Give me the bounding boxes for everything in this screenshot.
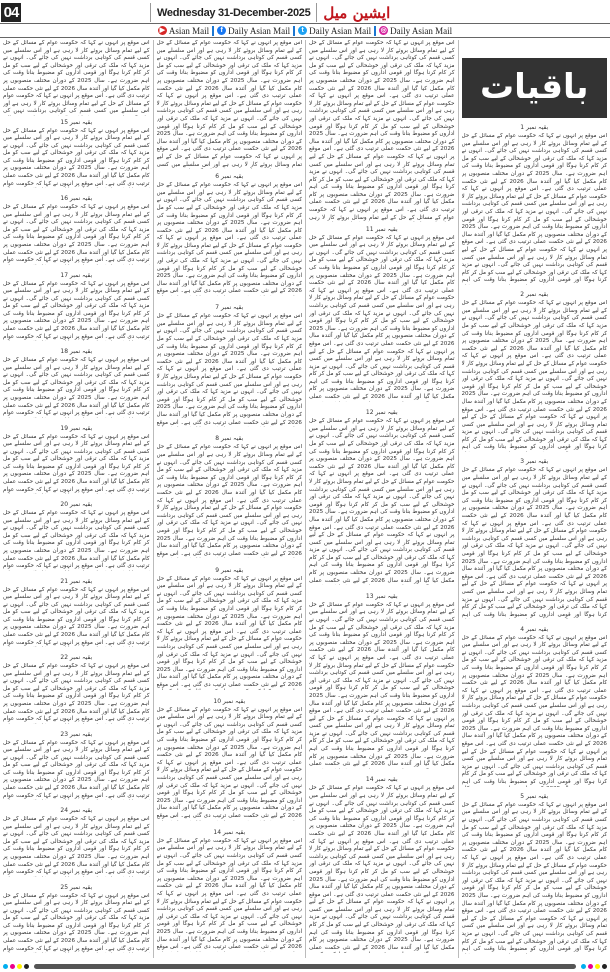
- article-continuation: [462, 791, 608, 958]
- continuation-heading: بقیہ نمبر 4: [520, 625, 549, 633]
- twitter-icon: t: [298, 26, 307, 35]
- section-title: باقیات: [462, 58, 608, 118]
- article-continuation: [309, 224, 455, 408]
- article-body: اس موقع پر انہوں نے کہا کہ حکومت عوام کے مسائل کے حل کے لیے تمام وسائل بروئے کار لا رہی ہے اور اس سلسلے میں کسی قسم کی کوتاہی برداشت نہیں کی جائے گی۔ انہوں نے مزید کہا کہ ملک کی ترقی اور خوشحالی کے لیے سب کو مل کر کام کرنا ہوگا اور قومی اداروں کو مضبوط بنانا وقت کی اہم ضرورت ہے۔ سال 2025 کے دوران مختلف منصوبوں پر کام مکمل کیا گیا اور آئندہ سال 2026 کے لیے نئی حکمت عملی ترتیب دی گئی ہے۔ اس موقع پر انہوں نے کہا کہ حکومت عوام کے مسائل کے حل کے لیے تمام وسائل بروئے کار لا رہی ہے اور اس سلسلے میں کسی قسم کی کوتاہی برداشت نہیں کی جائے گی۔ انہوں نے مزید کہا کہ ملک کی ترقی اور خوشحالی کے لیے سب کو مل کر کام کرنا ہوگا اور قومی اداروں کو مضبوط بنانا وقت کی اہم ضرورت ہے۔ سال 2025 کے دوران مختلف منصوبوں پر کام مکمل کیا گیا اور آئندہ سال 2026 کے لیے نئی حکمت عملی ترتیب دی گئی ہے۔ اس موقع پر انہوں نے کہا کہ حکومت عوام کے مسائل کے حل کے لیے تمام وسائل بروئے کار لا رہی ہے اور اس سلسلے میں کسی قسم کی کوتاہی برداشت نہیں کی جائے گی۔ انہوں نے مزید کہا کہ ملک کی ترقی اور خوشحالی کے لیے سب کو مل کر کام کرنا ہوگا اور قومی اداروں کو مضبوط بنانا وقت کی اہم ضرورت ہے۔ سال 2025 کے دوران مختلف منصوبوں پر کام مکمل کیا گیا اور آئندہ سال 2026 کے لیے نئی حکمت عملی: [309, 785, 455, 951]
- article-continuation: [309, 407, 455, 591]
- news-column: [153, 40, 306, 958]
- article-body: اس موقع پر انہوں نے کہا کہ حکومت عوام کے مسائل کے حل کے لیے تمام وسائل بروئے کار لا رہی ہے اور اس سلسلے میں کسی قسم کی کوتاہی برداشت نہیں کی جائے گی۔ انہوں نے مزید کہا کہ ملک کی ترقی اور خوشحالی کے لیے سب کو مل کر کام کرنا ہوگا اور قومی اداروں کو مضبوط بنانا وقت کی اہم ضرورت ہے۔ سال 2025 کے دوران مختلف منصوبوں پر کام مکمل کیا گیا اور آئندہ سال 2026 کے لیے نئی حکمت عملی ترتیب دی گئی ہے۔ اس موقع پر انہوں نے کہا کہ حکومت عوام: [3, 433, 150, 493]
- continuation-heading: بقیہ نمبر 10: [213, 697, 246, 705]
- article-continuation: [3, 346, 150, 423]
- article-continuation: [3, 270, 150, 347]
- continuation-heading: بقیہ نمبر 14: [213, 828, 246, 836]
- continuation-heading: بقیہ نمبر 15: [60, 118, 93, 126]
- instagram-icon: ◎: [380, 27, 387, 34]
- social-label: Daily Asian Mail: [309, 25, 372, 36]
- article-continuation: [157, 433, 303, 564]
- article-body: اس موقع پر انہوں نے کہا کہ حکومت عوام کے مسائل کے حل کے لیے تمام وسائل بروئے کار لا رہی ہے اور اس سلسلے میں کسی قسم کی کوتاہی برداشت نہیں کی جائے گی۔ انہوں نے مزید کہا کہ ملک کی ترقی اور خوشحالی کے لیے سب کو مل کر کام کرنا ہوگا اور قومی اداروں کو مضبوط بنانا وقت کی اہم ضرورت ہے۔ سال 2025 کے دوران مختلف منصوبوں پر کام مکمل کیا گیا اور آئندہ سال 2026 کے لیے نئی حکمت عملی ترتیب دی گئی ہے۔ اس موقع پر انہوں نے کہا کہ حکومت عوام کے مسائل کے حل کے لیے تمام وسائل بروئے کار لا رہی ہے اور اس سلسلے میں کسی قسم کی کوتاہی برداشت نہیں کی جائے گی۔ انہوں نے مزید کہا کہ ملک کی ترقی اور خوشحالی کے لیے سب کو مل کر کام کرنا ہوگا اور قومی اداروں کو مضبوط بنانا وقت کی اہم ضرورت ہے۔ سال 2025 کے دوران مختلف منصوبوں پر کام مکمل کیا گیا اور آئندہ سال 2026 کے لیے نئی حکمت عملی ترتیب دی گئی ہے۔ اس موقع: [156, 313, 302, 426]
- continuation-heading: بقیہ نمبر 17: [60, 271, 93, 279]
- continuation-heading: بقیہ نمبر 21: [60, 577, 93, 585]
- article-body: اس موقع پر انہوں نے کہا کہ حکومت عوام کے مسائل کے حل کے لیے تمام وسائل بروئے کار لا رہی ہے اور اس سلسلے میں کسی قسم کی کوتاہی برداشت نہیں کی جائے گی۔ انہوں نے مزید کہا کہ ملک کی ترقی اور خوشحالی کے لیے سب کو مل کر کام کرنا ہوگا اور قومی اداروں کو مضبوط بنانا وقت کی اہم ضرورت ہے۔ سال 2025 کے دوران مختلف منصوبوں پر کام مکمل کیا گیا اور آئندہ سال 2026 کے لیے نئی حکمت عملی ترتیب دی گئی ہے۔ اس موقع پر انہوں نے کہا کہ حکومت عوام کے مسائل کے حل کے لیے تمام وسائل بروئے کار لا رہی ہے اور اس سلسلے میں کسی قسم کی کوتاہی برداشت نہیں کی جائے گی۔ انہوں نے مزید کہا کہ ملک کی ترقی اور خوشحالی کے لیے سب کو مل کر کام کرنا ہوگا اور قومی اداروں کو مضبوط بنانا وقت کی اہم ضرورت ہے۔ سال 2025 کے دوران مختلف منصوبوں پر کام مکمل کیا گیا اور آئندہ سال 2026 کے لیے نئی حکمت عملی ترتیب دی گئی ہے۔ اس موقع پر انہوں نے کہا کہ حکومت عوام کے مسائل کے حل کے لیے تمام وسائل بروئے کار لا رہی ہے اور اس سلسلے میں کسی قسم کی کوتاہی برداشت نہیں کی جائے گی۔ انہوں نے مزید کہا کہ ملک کی ترقی اور خوشحالی کے لیے سب کو مل کر کام کرنا ہوگا اور قومی اداروں کو مضبوط بنانا وقت کی اہم ضرورت ہے۔ سال 2025 کے دوران مختلف منصوبوں پر کام مکمل کیا گیا اور آئندہ سال 2026 کے لیے نئی حکمت عملی: [309, 418, 455, 584]
- article-body: اس موقع پر انہوں نے کہا کہ حکومت عوام کے مسائل کے حل کے لیے تمام وسائل بروئے کار لا رہی ہے اور اس سلسلے میں کسی قسم کی کوتاہی برداشت نہیں کی جائے گی۔ انہوں نے مزید کہا کہ ملک کی ترقی اور خوشحالی کے لیے سب کو مل کر کام کرنا ہوگا اور قومی اداروں کو مضبوط بنانا وقت کی اہم ضرورت ہے۔ سال 2025 کے دوران مختلف منصوبوں پر کام مکمل کیا گیا اور آئندہ سال 2026 کے لیے نئی حکمت عملی ترتیب دی گئی ہے۔ اس موقع پر انہوں نے کہا کہ حکومت عوام: [3, 586, 150, 646]
- divider: [374, 26, 376, 36]
- article-continuation: [157, 827, 303, 958]
- color-dot: [581, 964, 586, 969]
- youtube-icon: ▶: [159, 27, 166, 34]
- social-link[interactable]: [217, 26, 290, 36]
- social-links-bar: [0, 24, 610, 38]
- article-continuation: [157, 565, 303, 696]
- article-continuation: [3, 499, 150, 576]
- article-continuation: [309, 40, 455, 224]
- continuation-heading: بقیہ نمبر 25: [60, 883, 93, 891]
- article-continuation: [462, 289, 608, 456]
- article-body: اس موقع پر انہوں نے کہا کہ حکومت عوام کے مسائل کے حل کے لیے تمام وسائل بروئے کار لا رہی ہے اور اس سلسلے میں کسی قسم کی کوتاہی برداشت نہیں کی جائے گی۔ انہوں نے مزید کہا کہ ملک کی ترقی اور خوشحالی کے لیے سب کو مل کر کام کرنا ہوگا اور قومی اداروں کو مضبوط بنانا وقت کی اہم ضرورت ہے۔ سال 2025 کے دوران مختلف منصوبوں پر کام مکمل کیا گیا اور آئندہ سال 2026 کے لیے نئی حکمت عملی ترتیب دی گئی ہے۔ اس موقع پر انہوں نے کہا کہ حکومت عوام کے مسائل کے حل کے لیے تمام وسائل بروئے کار لا رہی ہے اور اس سلسلے میں کسی قسم کی کوتاہی برداشت نہیں کی جائے گی۔ انہوں نے مزید کہا کہ ملک کی ترقی اور خوشحالی کے لیے سب کو مل کر کام کرنا ہوگا اور قومی اداروں کو مضبوط بنانا وقت کی اہم ضرورت ہے۔ سال 2025 کے دوران مختلف منصوبوں پر کام مکمل کیا گیا اور آئندہ سال 2026 کے لیے نئی حکمت عملی ترتیب دی گئی ہے۔ اس موقع پر انہوں نے کہا کہ حکومت عوام کے مسائل کے حل کے لیے تمام وسائل بروئے کار لا رہی ہے اور اس سلسلے میں کسی قسم کی کوتاہی برداشت نہیں کی جائے گی۔ انہوں نے مزید کہا کہ ملک کی ترقی اور خوشحالی کے لیے سب کو مل کر کام کرنا ہوگا اور قومی اداروں کو مضبوط بنانا وقت کی اہم: [461, 300, 607, 451]
- article-body: اس موقع پر انہوں نے کہا کہ حکومت عوام کے مسائل کے حل کے لیے تمام وسائل بروئے کار لا رہی ہے اور اس سلسلے میں کسی قسم کی کوتاہی برداشت نہیں کی جائے گی۔ انہوں نے مزید کہا کہ ملک کی ترقی اور خوشحالی کے لیے سب کو مل کر کام کرنا ہوگا اور قومی اداروں کو مضبوط بنانا وقت کی اہم ضرورت ہے۔ سال 2025 کے دوران مختلف منصوبوں پر کام مکمل کیا گیا اور آئندہ سال 2026 کے لیے نئی حکمت عملی ترتیب دی گئی ہے۔ اس موقع پر انہوں نے کہا کہ حکومت عوام کے مسائل کے حل کے لیے تمام وسائل بروئے کار لا رہی ہے اور اس سلسلے میں کسی قسم کی کوتاہی برداشت نہیں کی جائے گی۔ انہوں نے مزید کہا کہ ملک کی ترقی اور خوشحالی کے لیے سب کو مل کر کام کرنا ہوگا اور قومی اداروں کو مضبوط بنانا وقت کی اہم ضرورت ہے۔ سال 2025 کے دوران مختلف منصوبوں پر کام مکمل کیا گیا اور آئندہ سال 2026 کے لیے نئی حکمت عملی ترتیب دی گئی ہے۔ اس موقع پر انہوں نے کہا کہ حکومت عوام کے مسائل کے حل کے لیے تمام وسائل بروئے کار لا رہی ہے اور اس سلسلے میں کسی قسم کی کوتاہی برداشت نہیں کی جائے گی۔ انہوں نے مزید کہا کہ ملک کی ترقی اور خوشحالی کے لیے سب کو مل کر کام کرنا ہوگا اور قومی اداروں کو مضبوط بنانا وقت کی اہم ضرورت ہے۔ سال 2025 کے دوران مختلف منصوبوں پر کام مکمل کیا گیا اور آئندہ سال 2026 کے لیے نئی حکمت عملی: [309, 234, 455, 401]
- color-dot: [3, 964, 8, 969]
- continuation-heading: بقیہ نمبر 1: [520, 124, 549, 131]
- continuation-heading: بقیہ نمبر 2: [520, 291, 549, 299]
- continuation-heading: بقیہ نمبر 11: [365, 225, 398, 233]
- article-body: اس موقع پر انہوں نے کہا کہ حکومت عوام کے مسائل کے حل کے لیے تمام وسائل بروئے کار لا رہی ہے اور اس سلسلے میں کسی قسم کی کوتاہی برداشت نہیں کی جائے گی۔ انہوں نے مزید کہا کہ ملک کی ترقی اور خوشحالی کے لیے سب کو مل کر کام کرنا ہوگا اور قومی اداروں کو مضبوط بنانا وقت کی اہم ضرورت ہے۔ سال 2025 کے دوران مختلف منصوبوں پر کام مکمل کیا گیا اور آئندہ سال 2026 کے لیے نئی حکمت عملی ترتیب دی گئی ہے۔ اس موقع پر انہوں نے کہا کہ حکومت عوام: [3, 510, 150, 570]
- article-body: اس موقع پر انہوں نے کہا کہ حکومت عوام کے مسائل کے حل کے لیے تمام وسائل بروئے کار لا رہی ہے اور اس سلسلے میں کسی قسم کی کوتاہی برداشت نہیں کی جائے گی۔ انہوں نے مزید کہا کہ ملک کی ترقی اور خوشحالی کے لیے سب کو مل کر کام کرنا ہوگا اور قومی اداروں کو مضبوط بنانا وقت کی اہم ضرورت ہے۔ سال 2025 کے دوران مختلف منصوبوں پر کام مکمل کیا گیا اور آئندہ سال 2026 کے لیے نئی حکمت عملی ترتیب دی گئی ہے۔ اس موقع پر انہوں نے کہا کہ حکومت عوام کے مسائل کے حل کے لیے تمام وسائل بروئے کار لا رہی ہے اور اس سلسلے میں کسی قسم کی کوتاہی برداشت نہیں کی جائے گی۔ انہوں نے مزید کہا کہ ملک کی ترقی اور خوشحالی کے لیے سب کو مل کر کام کرنا ہوگا اور قومی اداروں کو مضبوط بنانا وقت کی اہم ضرورت ہے۔ سال 2025 کے دوران مختلف منصوبوں پر کام مکمل کیا گیا اور آئندہ سال 2026 کے لیے نئی حکمت عملی ترتیب دی گئی ہے۔ اس موقع: [156, 837, 302, 951]
- article-body: اس موقع پر انہوں نے کہا کہ حکومت عوام کے مسائل کے حل کے لیے تمام وسائل بروئے کار لا رہی ہے اور اس سلسلے میں کسی قسم کی کوتاہی برداشت نہیں کی جائے گی۔ انہوں نے مزید کہا کہ ملک کی ترقی اور خوشحالی کے لیے سب کو مل کر کام کرنا ہوگا اور قومی اداروں کو مضبوط بنانا وقت کی اہم ضرورت ہے۔ سال 2025 کے دوران مختلف منصوبوں پر کام مکمل کیا گیا اور آئندہ سال 2026 کے لیے نئی حکمت عملی ترتیب دی گئی ہے۔ اس موقع پر انہوں نے کہا کہ حکومت عوام کے مسائل کے حل کے لیے تمام وسائل بروئے کار لا رہی ہے اور اس سلسلے میں کسی قسم کی کوتاہی برداشت نہیں کی جائے گی۔ انہوں نے مزید کہا کہ ملک کی ترقی اور خوشحالی کے لیے سب کو مل کر کام کرنا ہوگا اور قومی اداروں کو مضبوط بنانا وقت کی اہم ضرورت ہے۔ سال 2025 کے دوران مختلف منصوبوں پر کام مکمل کیا گیا اور آئندہ سال 2026 کے لیے نئی حکمت عملی ترتیب دی گئی ہے۔ اس موقع پر انہوں نے کہا کہ حکومت عوام کے مسائل کے حل کے لیے تمام وسائل بروئے کار لا رہی ہے اور اس سلسلے میں کسی قسم کی کوتاہی برداشت نہیں کی جائے گی۔ انہوں نے مزید کہا کہ ملک کی ترقی اور خوشحالی کے لیے سب کو مل کر کام کرنا ہوگا اور قومی اداروں کو مضبوط بنانا وقت کی اہم: [461, 634, 607, 785]
- continuation-heading: بقیہ نمبر 6: [215, 173, 244, 181]
- footer-bar: [34, 964, 576, 969]
- article-body: اس موقع پر انہوں نے کہا کہ حکومت عوام کے مسائل کے حل کے لیے تمام وسائل بروئے کار لا رہی ہے اور اس سلسلے میں کسی قسم کی کوتاہی برداشت نہیں کی جائے گی۔ انہوں نے مزید کہا کہ ملک کی ترقی اور خوشحالی کے لیے سب کو مل کر کام کرنا ہوگا اور قومی اداروں کو مضبوط بنانا وقت کی اہم ضرورت ہے۔ سال 2025 کے دوران مختلف منصوبوں پر کام مکمل کیا گیا اور آئندہ سال 2026 کے لیے نئی حکمت عملی ترتیب دی گئی ہے۔ اس موقع پر انہوں نے کہا کہ حکومت عوام کے مسائل کے حل کے لیے تمام وسائل بروئے کار لا رہی ہے اور اس سلسلے میں کسی قسم کی کوتاہی برداشت نہیں کی جائے گی۔ انہوں نے مزید کہا کہ ملک کی ترقی اور خوشحالی کے لیے سب کو مل کر کام کرنا ہوگا اور قومی اداروں کو مضبوط بنانا وقت کی اہم ضرورت ہے۔ سال 2025 کے دوران مختلف منصوبوں پر کام مکمل کیا گیا اور آئندہ سال 2026 کے لیے نئی حکمت عملی ترتیب دی گئی ہے۔ اس موقع: [156, 706, 302, 820]
- social-link[interactable]: [158, 26, 209, 36]
- article-continuation: [309, 774, 455, 958]
- article-continuation: [3, 729, 150, 806]
- news-column: [458, 40, 610, 958]
- news-column: [305, 40, 458, 958]
- article-body: اس موقع پر انہوں نے کہا کہ حکومت عوام کے مسائل کے حل کے لیے تمام وسائل بروئے کار لا رہی ہے اور اس سلسلے میں کسی قسم کی کوتاہی برداشت نہیں کی جائے گی۔ انہوں نے مزید کہا کہ ملک کی ترقی اور خوشحالی کے لیے سب کو مل کر کام کرنا ہوگا اور قومی اداروں کو مضبوط بنانا وقت کی اہم ضرورت ہے۔ سال 2025 کے دوران مختلف منصوبوں پر کام مکمل کیا گیا اور آئندہ سال 2026 کے لیے نئی حکمت عملی ترتیب دی گئی ہے۔ اس موقع پر انہوں نے کہا کہ حکومت عوام: [3, 892, 150, 952]
- continuation-heading: بقیہ نمبر 8: [215, 435, 244, 443]
- article-body: اس موقع پر انہوں نے کہا کہ حکومت عوام کے مسائل کے حل کے لیے تمام وسائل بروئے کار لا رہی ہے اور اس سلسلے میں کسی قسم کی کوتاہی برداشت نہیں کی جائے گی۔ انہوں نے مزید کہا کہ ملک کی ترقی اور خوشحالی کے لیے سب کو مل کر کام کرنا ہوگا اور قومی اداروں کو مضبوط بنانا وقت کی اہم ضرورت ہے۔ سال 2025 کے دوران مختلف منصوبوں پر کام مکمل کیا گیا اور آئندہ سال 2026 کے لیے نئی حکمت عملی ترتیب دی گئی ہے۔ اس موقع پر انہوں نے کہا کہ حکومت عوام کے مسائل کے حل کے لیے تمام وسائل بروئے کار لا رہی ہے اور اس سلسلے میں کسی قسم کی کوتاہی برداشت نہیں کی جائے گی۔ انہوں نے مزید کہا کہ ملک کی ترقی اور خوشحالی کے لیے سب کو مل کر کام کرنا ہوگا اور قومی اداروں کو مضبوط بنانا وقت کی اہم ضرورت ہے۔ سال 2025 کے دوران مختلف منصوبوں پر کام مکمل کیا گیا اور آئندہ سال 2026 کے لیے نئی حکمت عملی ترتیب دی گئی ہے۔ اس موقع پر انہوں نے کہا کہ حکومت عوام کے مسائل کے حل کے لیے تمام وسائل بروئے کار لا رہی ہے اور اس سلسلے میں کسی قسم کی کوتاہی برداشت نہیں کی جائے گی۔ انہوں نے مزید کہا کہ ملک کی ترقی اور خوشحالی کے لیے سب کو مل کر کام کرنا ہوگا اور قومی اداروں کو مضبوط بنانا وقت کی اہم ضرورت ہے۔ سال 2025 کے دوران مختلف منصوبوں پر کام مکمل کیا گیا اور آئندہ سال 2026 کے لیے نئی حکمت عملی ترتیب دی گئی ہے۔ اس موقع پر انہوں نے کہا کہ حکومت عوام کے مسائل کے حل کے لیے تمام وسائل بروئے کار لا رہی: [309, 40, 455, 221]
- article-continuation: [3, 193, 150, 270]
- article-body: اس موقع پر انہوں نے کہا کہ حکومت عوام کے مسائل کے حل کے لیے تمام وسائل بروئے کار لا رہی ہے اور اس سلسلے میں کسی قسم کی کوتاہی برداشت نہیں کی جائے گی۔ انہوں نے مزید کہا کہ ملک کی ترقی اور خوشحالی کے لیے سب کو مل کر کام کرنا ہوگا اور قومی اداروں کو مضبوط بنانا وقت کی اہم ضرورت ہے۔ سال 2025 کے دوران مختلف منصوبوں پر کام مکمل کیا گیا اور آئندہ سال 2026 کے لیے نئی حکمت عملی ترتیب دی گئی ہے۔ اس موقع پر انہوں نے کہا کہ حکومت عوام کے مسائل کے حل کے لیے تمام وسائل بروئے کار لا رہی ہے اور اس سلسلے میں کسی قسم کی کوتاہی برداشت نہیں کی جائے گی۔ انہوں نے مزید کہا کہ ملک کی ترقی اور خوشحالی کے لیے سب کو مل کر کام کرنا ہوگا اور قومی اداروں کو مضبوط بنانا وقت کی اہم ضرورت ہے۔ سال 2025 کے دوران مختلف منصوبوں پر کام مکمل کیا گیا اور آئندہ سال 2026 کے لیے نئی حکمت عملی ترتیب دی گئی ہے۔ اس موقع پر انہوں نے کہا کہ حکومت عوام کے مسائل کے حل کے لیے تمام وسائل بروئے کار لا رہی ہے اور اس سلسلے میں کسی قسم کی کوتاہی برداشت نہیں کی جائے گی۔ انہوں نے مزید کہا کہ ملک کی ترقی اور خوشحالی کے لیے سب کو مل کر کام کرنا ہوگا اور قومی اداروں کو مضبوط بنانا وقت کی اہم: [461, 801, 607, 953]
- issue-date: Wednesday 31-December-2025: [157, 6, 311, 19]
- continuation-heading: بقیہ نمبر 5: [520, 792, 549, 800]
- article-body: اس موقع پر انہوں نے کہا کہ حکومت عوام کے مسائل کے حل کے لیے تمام وسائل بروئے کار لا رہی ہے اور اس سلسلے میں کسی قسم کی کوتاہی برداشت نہیں کی جائے گی۔ انہوں نے مزید کہا کہ ملک کی ترقی اور خوشحالی کے لیے سب کو مل کر کام کرنا ہوگا اور قومی اداروں کو مضبوط بنانا وقت کی اہم ضرورت ہے۔ سال 2025 کے دوران مختلف منصوبوں پر کام مکمل کیا گیا اور آئندہ سال 2026 کے لیے نئی حکمت عملی ترتیب دی گئی ہے۔ اس موقع پر انہوں نے کہا کہ حکومت عوام کے مسائل کے حل کے لیے تمام وسائل بروئے کار لا رہی ہے اور اس سلسلے میں کسی قسم کی کوتاہی برداشت نہیں کی جائے گی۔ انہوں نے مزید کہا کہ ملک کی ترقی اور خوشحالی کے لیے سب کو مل کر کام کرنا ہوگا اور قومی اداروں کو مضبوط بنانا وقت کی اہم ضرورت ہے۔ سال 2025 کے دوران مختلف منصوبوں پر کام مکمل کیا گیا اور آئندہ سال 2026 کے لیے نئی حکمت عملی ترتیب دی گئی ہے۔ اس موقع پر انہوں نے کہا کہ حکومت عوام کے مسائل کے حل کے لیے تمام وسائل بروئے کار لا رہی ہے اور اس سلسلے میں کسی: [156, 40, 302, 168]
- article-continuation: [3, 882, 150, 959]
- continuation-heading: بقیہ نمبر 19: [60, 424, 93, 432]
- continuation-heading: بقیہ نمبر 3: [520, 458, 549, 466]
- color-dot: [17, 964, 22, 969]
- article-body: اس موقع پر انہوں نے کہا کہ حکومت عوام کے مسائل کے حل کے لیے تمام وسائل بروئے کار لا رہی ہے اور اس سلسلے میں کسی قسم کی کوتاہی برداشت نہیں کی جائے گی۔ انہوں نے مزید کہا کہ ملک کی ترقی اور خوشحالی کے لیے سب کو مل کر کام کرنا ہوگا اور قومی اداروں کو مضبوط بنانا وقت کی اہم ضرورت ہے۔ سال 2025 کے دوران مختلف منصوبوں پر کام مکمل کیا گیا اور آئندہ سال 2026 کے لیے نئی حکمت عملی ترتیب دی گئی ہے۔ اس موقع پر انہوں نے کہا کہ حکومت عوام کے مسائل کے حل کے لیے تمام وسائل بروئے کار لا رہی ہے اور اس سلسلے میں کسی قسم کی کوتاہی برداشت نہیں کی جائے گی۔ انہوں نے مزید کہا کہ ملک کی ترقی اور خوشحالی کے لیے سب کو مل کر کام کرنا ہوگا اور قومی اداروں کو مضبوط بنانا وقت کی اہم ضرورت ہے۔ سال 2025 کے دوران مختلف منصوبوں پر کام مکمل کیا گیا اور آئندہ سال 2026 کے لیے نئی حکمت عملی ترتیب دی گئی ہے۔ اس موقع پر انہوں نے کہا کہ حکومت عوام کے مسائل کے حل کے لیے تمام وسائل بروئے کار لا رہی ہے اور اس سلسلے میں کسی قسم کی کوتاہی برداشت نہیں کی جائے گی۔ انہوں نے مزید کہا کہ ملک کی ترقی اور خوشحالی کے لیے سب کو مل کر کام کرنا ہوگا اور قومی اداروں کو مضبوط بنانا وقت کی اہم: [461, 133, 607, 284]
- page-number: 04: [1, 3, 21, 22]
- article-body: اس موقع پر انہوں نے کہا کہ حکومت عوام کے مسائل کے حل کے لیے تمام وسائل بروئے کار لا رہی ہے اور اس سلسلے میں کسی قسم کی کوتاہی برداشت نہیں کی جائے گی۔ انہوں نے مزید کہا کہ ملک کی ترقی اور خوشحالی کے لیے سب کو مل کر کام کرنا ہوگا اور قومی اداروں کو مضبوط بنانا وقت کی اہم ضرورت ہے۔ سال 2025 کے دوران مختلف منصوبوں پر کام مکمل کیا گیا اور آئندہ سال 2026 کے لیے نئی حکمت عملی ترتیب دی گئی ہے۔ اس موقع پر انہوں نے کہا کہ حکومت عوام: [3, 663, 150, 723]
- color-dot: [602, 964, 607, 969]
- article-continuation: [157, 40, 303, 171]
- facebook-icon: f: [217, 26, 226, 35]
- continuation-heading: بقیہ نمبر 24: [60, 807, 93, 814]
- continuation-heading: بقیہ نمبر 18: [60, 348, 93, 355]
- newspaper-logo: ایشین میل: [323, 3, 391, 22]
- news-columns: [0, 40, 610, 958]
- continuation-heading: بقیہ نمبر 13: [365, 592, 398, 600]
- social-link[interactable]: [379, 26, 452, 36]
- continuation-heading: بقیہ نمبر 14: [365, 776, 398, 784]
- article-continuation: [3, 576, 150, 653]
- footer-color-bar: [0, 960, 610, 972]
- divider: [293, 26, 295, 36]
- article-body: اس موقع پر انہوں نے کہا کہ حکومت عوام کے مسائل کے حل کے لیے تمام وسائل بروئے کار لا رہی ہے اور اس سلسلے میں کسی قسم کی کوتاہی برداشت نہیں کی جائے گی۔ انہوں نے مزید کہا کہ ملک کی ترقی اور خوشحالی کے لیے سب کو مل کر کام کرنا ہوگا اور قومی اداروں کو مضبوط بنانا وقت کی اہم ضرورت ہے۔ سال 2025 کے دوران مختلف منصوبوں پر کام مکمل کیا گیا اور آئندہ سال 2026 کے لیے نئی حکمت عملی ترتیب دی گئی ہے۔ اس موقع پر انہوں نے کہا کہ حکومت عوام کے مسائل کے حل کے لیے تمام وسائل بروئے کار لا رہی ہے اور اس سلسلے میں کسی قسم کی کوتاہی برداشت نہیں کی جائے گی۔ انہوں نے مزید کہا کہ ملک کی ترقی اور خوشحالی کے لیے سب کو مل کر کام کرنا ہوگا اور قومی اداروں کو مضبوط بنانا وقت کی اہم ضرورت ہے۔ سال 2025 کے دوران مختلف منصوبوں پر کام مکمل کیا گیا اور آئندہ سال 2026 کے لیے نئی حکمت عملی ترتیب دی گئی ہے۔ اس موقع: [156, 575, 302, 688]
- news-column: [0, 40, 153, 958]
- social-label: Asian Mail: [168, 25, 210, 36]
- article-continuation: [3, 652, 150, 729]
- article-continuation: [462, 122, 608, 289]
- article-body: اس موقع پر انہوں نے کہا کہ حکومت عوام کے مسائل کے حل کے لیے تمام وسائل بروئے کار لا رہی ہے اور اس سلسلے میں کسی قسم کی کوتاہی برداشت نہیں کی جائے گی۔ انہوں نے مزید کہا کہ ملک کی ترقی اور خوشحالی کے لیے سب کو مل کر کام کرنا ہوگا اور قومی اداروں کو مضبوط بنانا وقت کی اہم ضرورت ہے۔ سال 2025 کے دوران مختلف منصوبوں پر کام مکمل کیا گیا اور آئندہ سال 2026 کے لیے نئی حکمت عملی ترتیب دی گئی ہے۔ اس موقع پر انہوں نے کہا کہ حکومت عوام کے مسائل کے حل کے لیے تمام وسائل بروئے کار لا رہی ہے اور اس سلسلے میں کسی قسم کی کوتاہی برداشت نہیں کی جائے گی۔ انہوں نے مزید کہا کہ ملک کی ترقی اور خوشحالی کے لیے سب کو مل کر کام کرنا ہوگا اور قومی اداروں کو مضبوط بنانا وقت کی اہم ضرورت ہے۔ سال 2025 کے دوران مختلف منصوبوں پر کام مکمل کیا گیا اور آئندہ سال 2026 کے لیے نئی حکمت عملی ترتیب دی گئی ہے۔ اس موقع: [156, 182, 302, 295]
- article-continuation: [157, 696, 303, 827]
- article-continuation: [157, 171, 303, 302]
- continuation-heading: بقیہ نمبر 23: [60, 730, 93, 738]
- color-dot: [24, 964, 29, 969]
- continuation-heading: بقیہ نمبر 16: [60, 195, 93, 202]
- article-body: اس موقع پر انہوں نے کہا کہ حکومت عوام کے مسائل کے حل کے لیے تمام وسائل بروئے کار لا رہی ہے اور اس سلسلے میں کسی قسم کی کوتاہی برداشت نہیں کی جائے گی۔ انہوں نے مزید کہا کہ ملک کی ترقی اور خوشحالی کے لیے سب کو مل کر کام کرنا ہوگا اور قومی اداروں کو مضبوط بنانا وقت کی اہم ضرورت ہے۔ سال 2025 کے دوران مختلف منصوبوں پر کام مکمل کیا گیا اور آئندہ سال 2026 کے لیے نئی حکمت عملی ترتیب دی گئی ہے۔ اس موقع پر انہوں نے کہا کہ حکومت عوام: [3, 280, 150, 340]
- masthead-center: [150, 3, 390, 22]
- continuation-heading: بقیہ نمبر 9: [215, 566, 244, 574]
- article-continuation: [157, 302, 303, 433]
- continuation-heading: بقیہ نمبر 7: [215, 304, 244, 312]
- color-dot: [595, 964, 600, 969]
- color-dot: [588, 964, 593, 969]
- masthead: [0, 0, 610, 24]
- article-body: اس موقع پر انہوں نے کہا کہ حکومت عوام کے مسائل کے حل کے لیے تمام وسائل بروئے کار لا رہی ہے اور اس سلسلے میں کسی قسم کی کوتاہی برداشت نہیں کی جائے گی۔ انہوں نے مزید کہا کہ ملک کی ترقی اور خوشحالی کے لیے سب کو مل کر کام کرنا ہوگا اور قومی اداروں کو مضبوط بنانا وقت کی اہم ضرورت ہے۔ سال 2025 کے دوران مختلف منصوبوں پر کام مکمل کیا گیا اور آئندہ سال 2026 کے لیے نئی حکمت عملی ترتیب دی گئی ہے۔ اس موقع پر انہوں نے کہا کہ حکومت عوام کے مسائل کے حل کے لیے تمام وسائل بروئے کار لا رہی ہے اور اس سلسلے میں کسی قسم کی کوتاہی برداشت نہیں کی جائے گی۔ انہوں نے مزید کہا کہ ملک کی ترقی اور خوشحالی کے لیے سب کو مل کر کام کرنا ہوگا اور قومی اداروں کو مضبوط بنانا وقت کی اہم ضرورت ہے۔ سال 2025 کے دوران مختلف منصوبوں پر کام مکمل کیا گیا اور آئندہ سال 2026 کے لیے نئی حکمت عملی ترتیب دی گئی ہے۔ اس موقع پر انہوں نے کہا کہ حکومت عوام کے مسائل کے حل کے لیے تمام وسائل بروئے کار لا رہی ہے اور اس سلسلے میں کسی قسم کی کوتاہی برداشت نہیں کی جائے گی۔ انہوں نے مزید کہا کہ ملک کی ترقی اور خوشحالی کے لیے سب کو مل کر کام کرنا ہوگا اور قومی اداروں کو مضبوط بنانا وقت کی اہم: [461, 467, 607, 618]
- article-continuation: [3, 117, 150, 194]
- article-body: اس موقع پر انہوں نے کہا کہ حکومت عوام کے مسائل کے حل کے لیے تمام وسائل بروئے کار لا رہی ہے اور اس سلسلے میں کسی قسم کی کوتاہی برداشت نہیں کی جائے گی۔ انہوں نے مزید کہا کہ ملک کی ترقی اور خوشحالی کے لیے سب کو مل کر کام کرنا ہوگا اور قومی اداروں کو مضبوط بنانا وقت کی اہم ضرورت ہے۔ سال 2025 کے دوران مختلف منصوبوں پر کام مکمل کیا گیا اور آئندہ سال 2026 کے لیے نئی حکمت عملی ترتیب دی گئی ہے۔ اس موقع پر انہوں نے کہا کہ حکومت عوام: [3, 739, 150, 799]
- article-body: اس موقع پر انہوں نے کہا کہ حکومت عوام کے مسائل کے حل کے لیے تمام وسائل بروئے کار لا رہی ہے اور اس سلسلے میں کسی قسم کی کوتاہی برداشت نہیں کی جائے گی۔ انہوں نے مزید کہا کہ ملک کی ترقی اور خوشحالی کے لیے سب کو مل کر کام کرنا ہوگا اور قومی اداروں کو مضبوط بنانا وقت کی اہم ضرورت ہے۔ سال 2025 کے دوران مختلف منصوبوں پر کام مکمل کیا گیا اور آئندہ سال 2026 کے لیے نئی حکمت عملی ترتیب دی گئی ہے۔ اس موقع پر انہوں نے کہا کہ حکومت عوام کے مسائل کے حل کے لیے تمام وسائل بروئے کار لا رہی ہے اور اس سلسلے میں کسی قسم کی کوتاہی برداشت نہیں کی جائے گی۔ انہوں نے مزید کہا کہ ملک کی ترقی اور خوشحالی کے لیے سب کو مل کر کام کرنا ہوگا اور قومی اداروں کو مضبوط بنانا وقت کی اہم ضرورت ہے۔ سال 2025 کے دوران مختلف منصوبوں پر کام مکمل کیا گیا اور آئندہ سال 2026 کے لیے نئی حکمت عملی ترتیب دی گئی ہے۔ اس موقع پر انہوں نے کہا کہ حکومت عوام کے مسائل کے حل کے لیے تمام وسائل بروئے کار لا رہی ہے اور اس سلسلے میں کسی قسم کی کوتاہی برداشت نہیں کی جائے گی۔ انہوں نے مزید کہا کہ ملک کی ترقی اور خوشحالی کے لیے سب کو مل کر کام کرنا ہوگا اور قومی اداروں کو مضبوط بنانا وقت کی اہم ضرورت ہے۔ سال 2025 کے دوران مختلف منصوبوں پر کام مکمل کیا گیا اور آئندہ سال 2026 کے لیے نئی حکمت عملی: [309, 601, 455, 768]
- social-link[interactable]: [298, 26, 371, 36]
- article-continuation: [3, 423, 150, 500]
- divider: [150, 3, 151, 22]
- article-continuation: [462, 456, 608, 623]
- divider: [212, 26, 214, 36]
- article-continuation: [3, 40, 150, 117]
- social-label: Daily Asian Mail: [228, 25, 291, 36]
- article-continuation: [3, 805, 150, 882]
- social-label: Daily Asian Mail: [390, 25, 453, 36]
- continuation-heading: بقیہ نمبر 22: [60, 654, 93, 661]
- continuation-heading: بقیہ نمبر 12: [365, 409, 398, 417]
- article-body: اس موقع پر انہوں نے کہا کہ حکومت عوام کے مسائل کے حل کے لیے تمام وسائل بروئے کار لا رہی ہے اور اس سلسلے میں کسی قسم کی کوتاہی برداشت نہیں کی جائے گی۔ انہوں نے مزید کہا کہ ملک کی ترقی اور خوشحالی کے لیے سب کو مل کر کام کرنا ہوگا اور قومی اداروں کو مضبوط بنانا وقت کی اہم ضرورت ہے۔ سال 2025 کے دوران مختلف منصوبوں پر کام مکمل کیا گیا اور آئندہ سال 2026 کے لیے نئی حکمت عملی ترتیب دی گئی ہے۔ اس موقع پر انہوں نے کہا کہ حکومت عوام کے مسائل کے حل کے لیے تمام وسائل بروئے کار لا رہی ہے اور اس سلسلے میں کسی قسم کی کوتاہی برداشت نہیں کی جائے گی۔ انہوں نے مزید کہا کہ ملک کی ترقی اور خوشحالی کے لیے سب کو مل کر کام کرنا ہوگا اور قومی اداروں کو مضبوط بنانا وقت کی اہم ضرورت ہے۔ سال 2025 کے دوران مختلف منصوبوں پر کام مکمل کیا گیا اور آئندہ سال 2026 کے لیے نئی حکمت عملی ترتیب دی گئی ہے۔ اس موقع: [156, 444, 302, 557]
- article-continuation: [462, 624, 608, 791]
- color-dot: [10, 964, 15, 969]
- article-body: اس موقع پر انہوں نے کہا کہ حکومت عوام کے مسائل کے حل کے لیے تمام وسائل بروئے کار لا رہی ہے اور اس سلسلے میں کسی قسم کی کوتاہی برداشت نہیں کی جائے گی۔ انہوں نے مزید کہا کہ ملک کی ترقی اور خوشحالی کے لیے سب کو مل کر کام کرنا ہوگا اور قومی اداروں کو مضبوط بنانا وقت کی اہم ضرورت ہے۔ سال 2025 کے دوران مختلف منصوبوں پر کام مکمل کیا گیا اور آئندہ سال 2026 کے لیے نئی حکمت عملی ترتیب دی گئی ہے۔ اس موقع پر انہوں نے کہا کہ حکومت عوام: [3, 204, 150, 264]
- article-continuation: [309, 591, 455, 775]
- article-body: اس موقع پر انہوں نے کہا کہ حکومت عوام کے مسائل کے حل کے لیے تمام وسائل بروئے کار لا رہی ہے اور اس سلسلے میں کسی قسم کی کوتاہی برداشت نہیں کی جائے گی۔ انہوں نے مزید کہا کہ ملک کی ترقی اور خوشحالی کے لیے سب کو مل کر کام کرنا ہوگا اور قومی اداروں کو مضبوط بنانا وقت کی اہم ضرورت ہے۔ سال 2025 کے دوران مختلف منصوبوں پر کام مکمل کیا گیا اور آئندہ سال 2026 کے لیے نئی حکمت عملی ترتیب دی گئی ہے۔ اس موقع پر انہوں نے کہا کہ حکومت عوام کے مسائل کے حل کے لیے تمام وسائل بروئے کار لا رہی ہے اور اس سلسلے میں کسی قسم کی کوتاہی برداشت نہیں کی: [3, 40, 150, 115]
- article-body: اس موقع پر انہوں نے کہا کہ حکومت عوام کے مسائل کے حل کے لیے تمام وسائل بروئے کار لا رہی ہے اور اس سلسلے میں کسی قسم کی کوتاہی برداشت نہیں کی جائے گی۔ انہوں نے مزید کہا کہ ملک کی ترقی اور خوشحالی کے لیے سب کو مل کر کام کرنا ہوگا اور قومی اداروں کو مضبوط بنانا وقت کی اہم ضرورت ہے۔ سال 2025 کے دوران مختلف منصوبوں پر کام مکمل کیا گیا اور آئندہ سال 2026 کے لیے نئی حکمت عملی ترتیب دی گئی ہے۔ اس موقع پر انہوں نے کہا کہ حکومت عوام: [3, 127, 150, 187]
- article-body: اس موقع پر انہوں نے کہا کہ حکومت عوام کے مسائل کے حل کے لیے تمام وسائل بروئے کار لا رہی ہے اور اس سلسلے میں کسی قسم کی کوتاہی برداشت نہیں کی جائے گی۔ انہوں نے مزید کہا کہ ملک کی ترقی اور خوشحالی کے لیے سب کو مل کر کام کرنا ہوگا اور قومی اداروں کو مضبوط بنانا وقت کی اہم ضرورت ہے۔ سال 2025 کے دوران مختلف منصوبوں پر کام مکمل کیا گیا اور آئندہ سال 2026 کے لیے نئی حکمت عملی ترتیب دی گئی ہے۔ اس موقع پر انہوں نے کہا کہ حکومت عوام: [3, 357, 150, 417]
- divider: [316, 3, 317, 22]
- continuation-heading: بقیہ نمبر 20: [60, 501, 93, 508]
- article-body: اس موقع پر انہوں نے کہا کہ حکومت عوام کے مسائل کے حل کے لیے تمام وسائل بروئے کار لا رہی ہے اور اس سلسلے میں کسی قسم کی کوتاہی برداشت نہیں کی جائے گی۔ انہوں نے مزید کہا کہ ملک کی ترقی اور خوشحالی کے لیے سب کو مل کر کام کرنا ہوگا اور قومی اداروں کو مضبوط بنانا وقت کی اہم ضرورت ہے۔ سال 2025 کے دوران مختلف منصوبوں پر کام مکمل کیا گیا اور آئندہ سال 2026 کے لیے نئی حکمت عملی ترتیب دی گئی ہے۔ اس موقع پر انہوں نے کہا کہ حکومت عوام: [3, 816, 150, 876]
